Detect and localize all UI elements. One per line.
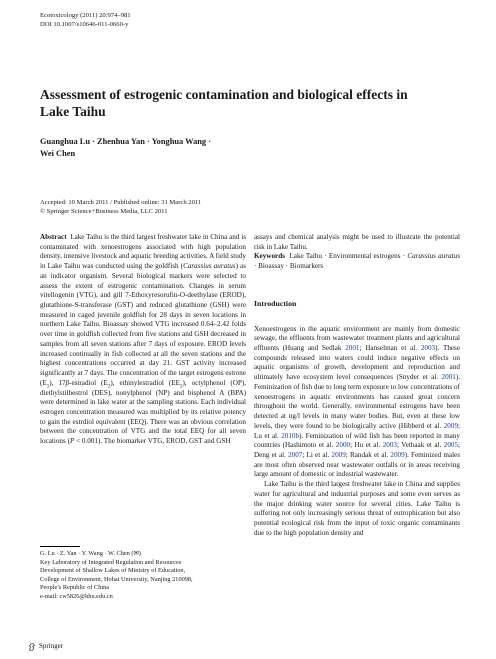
abstract-continuation: assays and chemical analysis might be used to illustrate the potential risk in Lake Taihu. <box>254 233 460 251</box>
citation-link[interactable]: 2001 <box>441 373 456 382</box>
citation-link[interactable]: 2000 <box>335 441 351 450</box>
publisher-footer <box>28 642 63 651</box>
abstract-paragraph <box>40 233 246 447</box>
keywords-label: Keywords <box>254 252 285 261</box>
italic-text: β <box>65 378 70 387</box>
abstract-label: Abstract <box>40 233 67 241</box>
footnote-rule <box>40 546 80 547</box>
intro-paragraph-2: Lake Taihu is the third largest freshwater lake in China and supplies water for agricultural and industrial purposes and some even serves as the major drinking water source for several cities. Lake Taihu is suffering not only increasingly serious threat of eutrophication but also potential ecological risk from the input of toxic organic contaminants due to the high population density and <box>254 480 460 537</box>
affiliation-line: College of Environment, Hohai University, Nanjing 210098, <box>40 575 193 583</box>
citation-link[interactable]: 2003 <box>382 441 397 450</box>
journal-citation: Ecotoxicology (2011) 20:974–981 <box>40 12 131 19</box>
citation-link[interactable]: 2001 <box>345 344 360 353</box>
intro-paragraph-1: Xenoestrogens in the aquatic environment are mainly from domestic sewage, the effluents from wastewater treatment plants and agricultural effluents (Huang and Sedlak 2001; Hanselman et al. 2003). These compounds released into waters could induce negative effects on aquatic organisms of growth, development and reproduction and ultimately have ecosystem level consequences (Snyder et al. 2001). Feminization of fish due to long term exposure to low concentrations of xenoestrogens in aquatic environments has caused great concern throughout the world. Generally, environmental estrogens have been detected at ng/l levels in many water bodies. But, even at these low levels, they were found to be biologically active (Hibberd et al. 2009; Lu et al. 2010b). Feminization of wild fish has been reported in many countries (Hashimoto et al. 2000; Hu et al. 2003; Vethaak et al. 2005; Deng et al. 2007; Li et al. 2009; Randak et al. 2009). Feminized males are most often observed near wastewater outfalls or in areas receiving large amount of domestic or industrial wastewater. <box>254 324 461 479</box>
citation-link[interactable]: 2007 <box>288 450 303 459</box>
affiliation-line: People’s Republic of China <box>40 584 110 591</box>
copyright-line: © Springer Science+Business Media, LLC 2011 <box>40 207 168 215</box>
publication-dates <box>40 199 201 216</box>
section-heading-introduction: Introduction <box>254 298 297 308</box>
subscript: 1 <box>46 384 50 390</box>
abstract-text: Lake Taihu is the third largest freshwater lake in China and is contaminated with xenoestrogens associated with high population density, intensive livestock and aquatic breeding activities. A field study in Lake Taihu was conducted using the goldfish (Carassius auratus) as an indicator organism. Several biological markers were selected to assess the extent of estrogenic contamination. Changes in serum vitellogenin (VTG), and gill 7-Ethoxyresorufin-O-deethylase (EROD), glutathione-S-transferase (GST) and reduced glutathione (GSH) were measured in caged juvenile goldfish for 28 days in seven locations in northern Lake Taihu. Bioassay showed VTG increased 0.64–2.42 folds over time in goldfish collected from five stations and GSH decreased in samples from all seven stations after 7 days of exposure. EROD levels increased continually in fish collected at all the seven stations and the highest concentrations occurred at day 21. GST activity increased significantly at 7 days. The concentration of the target estrogens estrone $(E_1)$, 17β-estradiol $(E_2)$, ethinylestradiol $(EE_2)$, octylphenol (OP), diethylstilbestrol (DES), nonylphenol (NP) and bisphenol A (BPA) were determined in lake water at the sampling stations. Each individual estrogen concentration measured was multiplied by its relative potency to gain the estrdiol equivalent (EEQ). There was an obvious correlation between the concentration of VTG and the total EEQ for all seven locations (P < 0.001). The biomarker VTG, EROD, GST and GSH <box>40 233 246 446</box>
citation-link[interactable]: 2009 <box>443 421 459 430</box>
italic-text: Carassius auratus <box>407 252 460 261</box>
springer-horse-icon <box>28 643 36 651</box>
article-title: Assessment of estrogenic contamination and biological effects in Lake Taihu <box>40 87 408 119</box>
citation-link[interactable]: 2003 <box>420 344 436 353</box>
affiliation-authors: G. Lu · Z. Yan · Y. Wang · W. Chen (✉) <box>40 550 141 557</box>
journal-header <box>40 12 131 29</box>
citation-link[interactable]: 2010b <box>281 431 300 440</box>
author-line-1: Guanghua Lu · Zhenhua Yan · Yonghua Wang · <box>40 137 211 146</box>
affiliation-line: Key Laboratory of Integrated Regulation and Resources <box>40 558 182 566</box>
dates-line: Accepted: 10 March 2011 / Published online: 31 March 2011 <box>40 199 202 206</box>
author-affiliation <box>40 550 246 601</box>
subscript: 2 <box>107 384 111 390</box>
citation-link[interactable]: 2009 <box>390 450 405 459</box>
subscript: 2 <box>179 384 183 390</box>
italic-text: Carassius auratus <box>183 262 236 271</box>
keywords <box>254 252 460 271</box>
citation-link[interactable]: 2005 <box>443 441 459 450</box>
doi: DOI 10.1007/s10646-011-0660-y <box>40 20 129 28</box>
affiliation-email[interactable]: e-mail: cw5826@hhu.edu.cn <box>40 592 113 600</box>
author-line-2: Wei Chen <box>40 148 76 158</box>
affiliation-line: Development of Shallow Lakes of Ministry of Education, <box>40 567 186 574</box>
author-list <box>40 136 340 159</box>
keywords-list: Lake Taihu · Environmental estrogens · Carassius auratus · Bioassay · Biomarkers <box>254 252 460 271</box>
citation-link[interactable]: 2009 <box>331 450 346 459</box>
right-column <box>254 233 460 538</box>
abstract-column <box>40 233 246 447</box>
publisher-name: Springer <box>39 642 64 650</box>
italic-text: P <box>69 437 75 446</box>
